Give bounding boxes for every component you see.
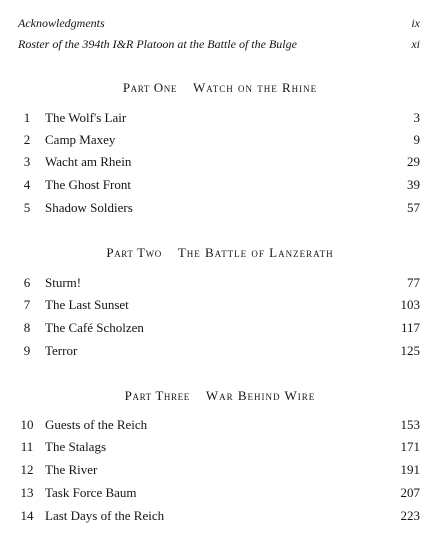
chapter-number: 11 (20, 439, 34, 454)
chapter-title: Shadow Soldiers (45, 200, 133, 215)
chapter-title: Wacht am Rhein (45, 154, 132, 169)
chapter-number: 1 (23, 110, 31, 125)
part-heading (0, 243, 440, 263)
part-heading (0, 386, 440, 406)
chapter-number: 12 (20, 462, 34, 477)
part-title: The Battle of Lanzerath (177, 245, 334, 260)
toc-entry-chapter[interactable] (18, 295, 420, 315)
chapter-title: The Café Scholzen (45, 320, 144, 335)
toc-entry-chapter[interactable] (18, 108, 420, 128)
chapter-title: The Ghost Front (45, 177, 131, 192)
chapter-page: 117 (400, 320, 420, 335)
chapter-title: Last Days of the Reich (45, 508, 165, 523)
chapter-page: 191 (400, 462, 420, 477)
chapter-title: The Last Sunset (45, 297, 129, 312)
chapter-title: Guests of the Reich (45, 417, 148, 432)
chapter-page: 77 (407, 275, 420, 290)
chapter-number: 10 (20, 417, 34, 432)
chapter-number: 13 (20, 485, 34, 500)
chapter-title: Sturm! (45, 275, 82, 290)
toc-entry-chapter[interactable] (18, 175, 420, 195)
chapter-number: 14 (20, 508, 34, 523)
part-label: Part One (122, 80, 177, 95)
chapter-number: 3 (23, 154, 31, 169)
toc-entry-chapter[interactable] (18, 318, 420, 338)
chapter-number: 6 (23, 275, 31, 290)
toc-entry-chapter[interactable] (18, 152, 420, 172)
toc-entry-chapter[interactable] (18, 460, 420, 480)
chapter-number: 9 (23, 343, 31, 358)
chapter-number: 8 (23, 320, 31, 335)
chapter-number: 7 (23, 297, 31, 312)
toc-entry-chapter[interactable] (18, 506, 420, 526)
toc-entry-chapter[interactable] (18, 273, 420, 293)
chapter-page: 207 (400, 485, 420, 500)
chapter-page: 9 (413, 132, 420, 147)
chapter-page: 39 (407, 177, 420, 192)
chapter-title: Camp Maxey (45, 132, 116, 147)
chapter-page: 103 (400, 297, 420, 312)
toc-entry-chapter[interactable] (18, 198, 420, 218)
toc-entry-chapter[interactable] (18, 415, 420, 435)
chapter-page: 125 (400, 343, 420, 358)
chapter-page: 171 (400, 439, 420, 454)
chapter-title: Task Force Baum (45, 485, 137, 500)
part-heading (0, 78, 440, 98)
entry-page: ix (411, 16, 420, 30)
chapter-title: The Stalags (45, 439, 107, 454)
part-label: Part Three (124, 388, 190, 403)
toc-entry-acknowledgments[interactable] (18, 14, 420, 32)
chapter-page: 223 (400, 508, 420, 523)
toc-entry-chapter[interactable] (18, 341, 420, 361)
chapter-title: Terror (45, 343, 78, 358)
chapter-number: 2 (23, 132, 31, 147)
chapter-page: 57 (407, 200, 420, 215)
entry-page: xi (411, 37, 420, 51)
part-title: Watch on the Rhine (192, 80, 318, 95)
entry-title: Acknowledgments (18, 16, 105, 30)
toc-entry-roster[interactable] (18, 35, 420, 53)
toc-entry-chapter[interactable] (18, 130, 420, 150)
chapter-title: The River (45, 462, 98, 477)
chapter-page: 3 (413, 110, 420, 125)
chapter-page: 29 (407, 154, 420, 169)
chapter-title: The Wolf's Lair (45, 110, 127, 125)
chapter-page: 153 (400, 417, 420, 432)
toc-entry-chapter[interactable] (18, 483, 420, 503)
chapter-number: 5 (23, 200, 31, 215)
chapter-number: 4 (23, 177, 31, 192)
part-label: Part Two (106, 245, 162, 260)
entry-title: Roster of the 394th I&R Platoon at the Battle of the Bulge (18, 37, 297, 51)
toc-entry-chapter[interactable] (18, 437, 420, 457)
part-title: War Behind Wire (205, 388, 316, 403)
